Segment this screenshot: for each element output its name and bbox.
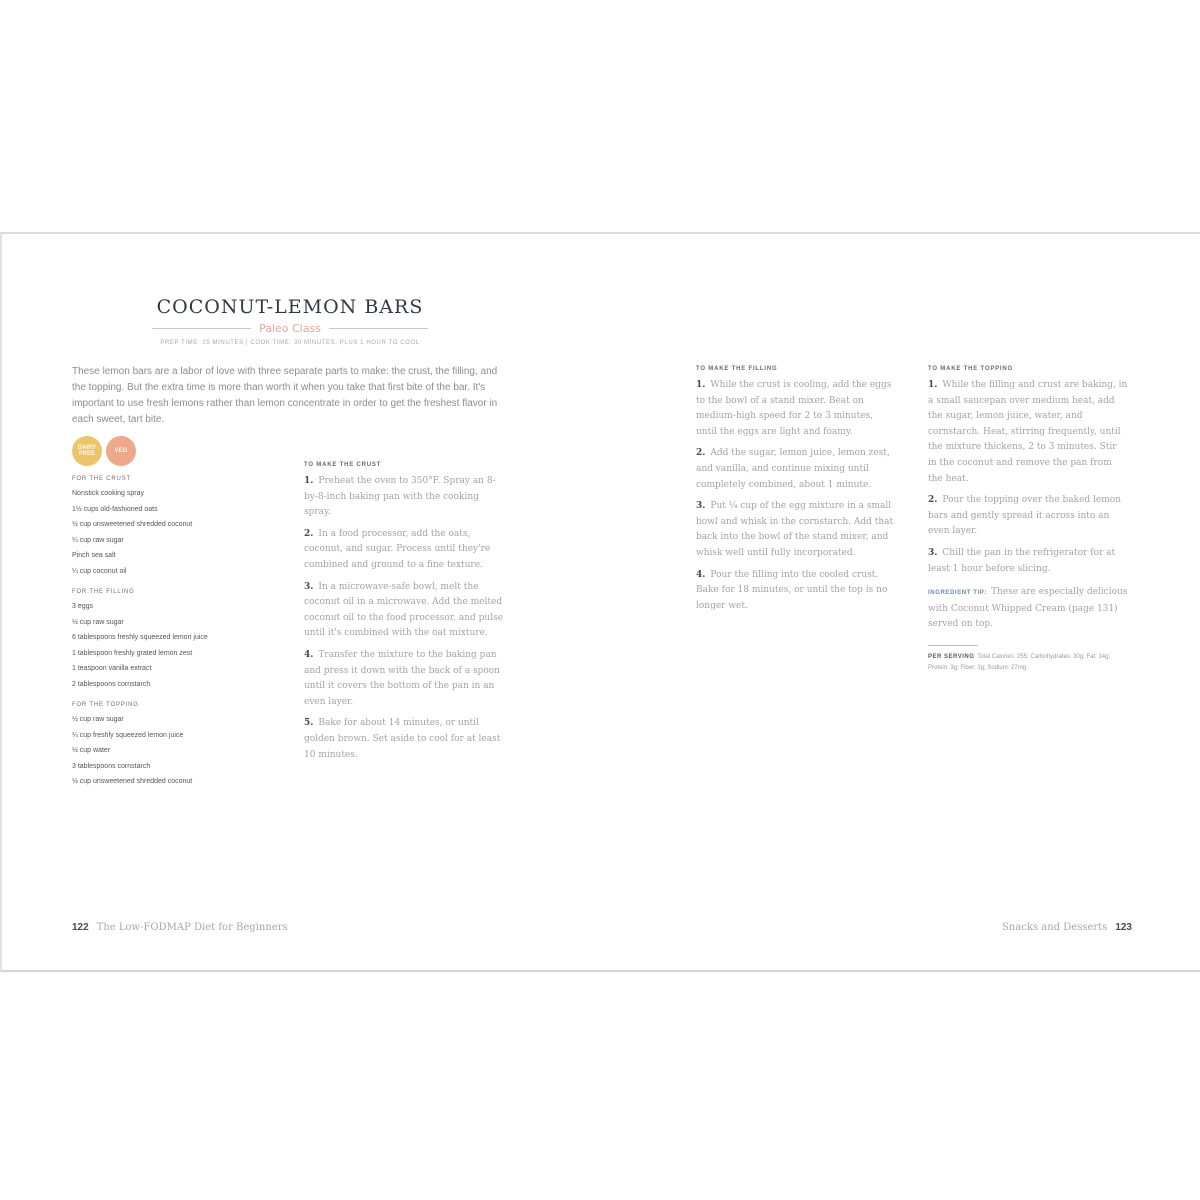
step-text: Preheat the oven to 350°F. Spray an 8-by-8-inch baking pan with the cooking spray. bbox=[304, 476, 496, 518]
step-item bbox=[696, 378, 896, 440]
step-number: 5. bbox=[304, 718, 314, 729]
footer-right bbox=[1002, 922, 1132, 933]
ingredient-heading: FOR THE CRUST bbox=[72, 476, 131, 482]
step-number: 2. bbox=[304, 528, 314, 539]
recipe-intro: These lemon bars are a labor of love with three separate parts to make: the crust, the filling, and the topping. But the extra time is more than worth it when you take that first bite of the bar. It's important to use fresh lemons rather than lemon concentrate in order to get the freshest flavor in each sweet, tart bite. bbox=[72, 366, 498, 425]
steps-heading: TO MAKE THE CRUST bbox=[304, 462, 382, 468]
step-item bbox=[304, 716, 504, 763]
step-item bbox=[928, 378, 1128, 487]
vegetarian-badge-icon: VEG bbox=[106, 436, 136, 466]
step-text: While the filling and crust are baking, in a small saucepan over medium heat, add the sugar, lemon juice, water, and cornstarch. Heat, stirring frequently, until the mixture thickens, 2 to 3 minutes. Stir in the coconut and remove the pan from the heat. bbox=[928, 380, 1128, 484]
step-number: 3. bbox=[696, 501, 706, 512]
section-title: Snacks and Desserts bbox=[1002, 922, 1108, 933]
ingredient-item: Nonstick cooking spray bbox=[72, 490, 144, 497]
recipe-title: COCONUT-LEMON BARS bbox=[156, 296, 424, 318]
divider-left bbox=[152, 328, 251, 329]
step-text: While the crust is cooling, add the eggs to the bowl of a stand mixer. Beat on medium-high speed for 2 to 3 minutes, until the eggs are light and foamy. bbox=[696, 380, 892, 437]
step-item bbox=[928, 546, 1128, 577]
nutrition-info bbox=[928, 652, 1128, 674]
tip-label: INGREDIENT TIP: bbox=[928, 590, 988, 597]
tip-text: These are especially delicious with Coconut Whipped Cream (page 131) served on top. bbox=[928, 587, 1128, 630]
step-text: In a microwave-safe bowl, melt the coconut oil in a microwave. Add the melted coconut oil to the food processor, and pulse until it's combined with the oat mixture. bbox=[304, 581, 504, 639]
prep-cook-times: PREP TIME: 25 MINUTES | COOK TIME: 30 MINUTES, PLUS 1 HOUR TO COOL bbox=[160, 340, 420, 346]
step-item bbox=[696, 446, 896, 493]
step-text: Put ¼ cup of the egg mixture in a small bowl and whisk in the cornstarch. Add that back into the bowl of the stand mixer, and whisk well until fully incorporated. bbox=[696, 501, 894, 558]
ingredient-item: Pinch sea salt bbox=[72, 552, 116, 559]
nutrition-divider bbox=[928, 645, 978, 646]
step-number: 4. bbox=[304, 649, 314, 660]
step-number: 1. bbox=[304, 476, 314, 486]
ingredient-item: ¼ cup freshly squeezed lemon juice bbox=[72, 731, 184, 739]
step-item bbox=[928, 493, 1128, 540]
steps-heading: TO MAKE THE FILLING bbox=[696, 366, 778, 372]
step-number: 2. bbox=[928, 495, 938, 506]
ingredient-heading: FOR THE FILLING bbox=[72, 589, 135, 595]
page-number-right: 123 bbox=[1115, 922, 1132, 933]
footer-left bbox=[72, 922, 288, 933]
ingredient-item: 1½ cups old-fashioned oats bbox=[72, 505, 158, 513]
step-number: 1. bbox=[928, 380, 938, 390]
ingredient-item: ½ cup water bbox=[72, 747, 111, 754]
topping-steps bbox=[928, 366, 1128, 674]
step-item bbox=[304, 648, 504, 710]
step-number: 3. bbox=[304, 581, 314, 592]
dairy-free-badge-icon: DAIRY FREE bbox=[72, 436, 102, 466]
step-text: Pour the topping over the baked lemon bars and gently spread it across into an even layer. bbox=[928, 495, 1122, 537]
page-number-left: 122 bbox=[72, 922, 89, 933]
step-item bbox=[696, 499, 896, 561]
ingredient-item: 6 tablespoons freshly squeezed lemon juice bbox=[72, 634, 208, 641]
recipe-subtitle: Paleo Class bbox=[259, 322, 321, 335]
ingredient-item: ½ cup raw sugar bbox=[72, 618, 124, 626]
step-number: 3. bbox=[928, 547, 938, 558]
step-text: Transfer the mixture to the baking pan and press it down with the back of a spoon until it covers the bottom of the pan in an even layer. bbox=[304, 649, 500, 707]
step-item bbox=[304, 580, 504, 642]
step-item bbox=[304, 474, 504, 521]
step-text: In a food processor, add the oats, coconut, and sugar. Process until they're combined and ground to a fine texture. bbox=[304, 528, 491, 570]
ingredient-group-topping bbox=[72, 702, 292, 790]
ingredient-item: 3 eggs bbox=[72, 603, 94, 610]
ingredient-item: 1 teaspoon vanilla extract bbox=[72, 665, 152, 672]
ingredient-item: 3 tablespoons cornstarch bbox=[72, 762, 151, 770]
ingredient-item: ¼ cup coconut oil bbox=[72, 567, 127, 575]
ingredient-item: ½ cup unsweetened shredded coconut bbox=[72, 521, 193, 528]
step-number: 1. bbox=[696, 380, 706, 390]
step-text: Bake for about 14 minutes, or until golden brown. Set aside to cool for at least 10 minutes. bbox=[304, 718, 501, 760]
ingredients-list bbox=[72, 476, 292, 800]
nutrition-label: PER SERVING bbox=[928, 653, 975, 660]
ingredient-heading: FOR THE TOPPING bbox=[72, 702, 139, 708]
steps-heading: TO MAKE THE TOPPING bbox=[928, 366, 1013, 372]
filling-steps bbox=[696, 366, 896, 620]
ingredient-group-filling bbox=[72, 589, 292, 692]
book-spread bbox=[0, 232, 1200, 972]
step-number: 2. bbox=[696, 448, 706, 459]
book-title: The Low-FODMAP Diet for Beginners bbox=[96, 922, 288, 933]
ingredient-tip bbox=[928, 585, 1128, 633]
diet-badges bbox=[72, 436, 136, 466]
ingredient-item: 1 tablespoon freshly grated lemon zest bbox=[72, 649, 193, 657]
ingredient-item: ½ cup raw sugar bbox=[72, 716, 124, 723]
subtitle-row bbox=[152, 322, 428, 335]
nutrition-text: Total Calories: 255; Carbohydrates: 30g; Fat: 14g; Protein: 3g; Fiber: 3g; Sodium: 27mg bbox=[928, 653, 1111, 671]
step-text: Pour the filling into the cooled crust. Bake for 18 minutes, or until the top is no longer wet. bbox=[696, 569, 888, 611]
step-text: Chill the pan in the refrigerator for at least 1 hour before slicing. bbox=[928, 547, 1116, 574]
ingredient-item: 2 tablespoons cornstarch bbox=[72, 680, 151, 688]
ingredient-item: ½ cup unsweetened shredded coconut bbox=[72, 778, 193, 785]
ingredient-item: ¼ cup raw sugar bbox=[72, 536, 124, 544]
step-item bbox=[696, 568, 896, 615]
ingredient-group-crust bbox=[72, 476, 292, 579]
step-number: 4. bbox=[696, 569, 706, 580]
step-text: Add the sugar, lemon juice, lemon zest, and vanilla, and continue mixing until completely combined, about 1 minute. bbox=[696, 448, 890, 490]
crust-steps bbox=[304, 462, 504, 769]
step-item bbox=[304, 527, 504, 574]
divider-right bbox=[329, 328, 428, 329]
